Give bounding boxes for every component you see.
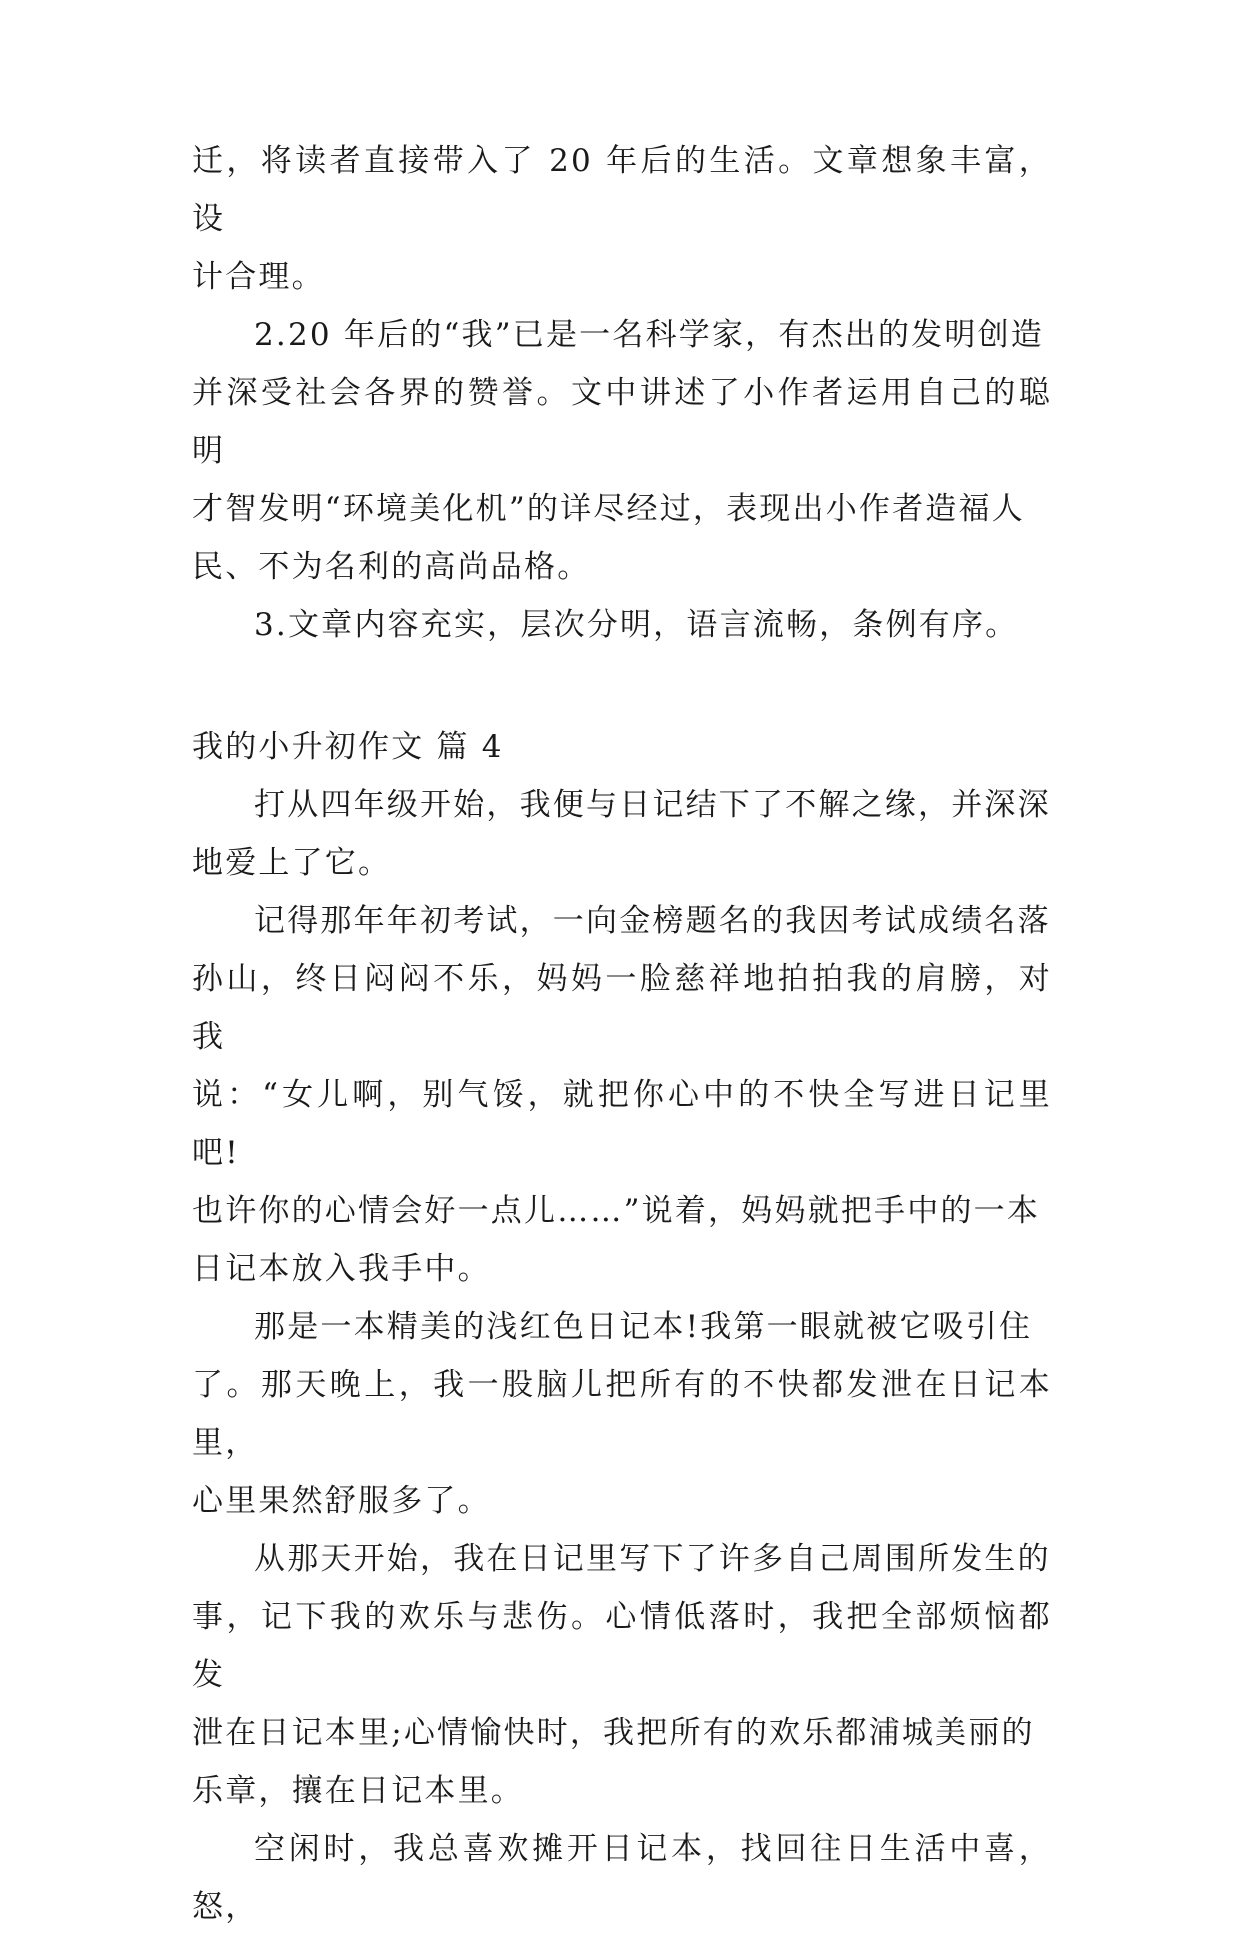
- text-line: 2.20 年后的“我”已是一名科学家，有杰出的发明创造: [254, 317, 1044, 353]
- paragraph-writing: [192, 1530, 1052, 1820]
- text-line: 并深受社会各界的赞誉。文中讲述了小作者运用自己的聪明: [192, 375, 1052, 469]
- text-line: 从那天开始，我在日记里写下了许多自己周围所发生的: [254, 1541, 1051, 1577]
- text-line: 地爱上了它。: [192, 845, 392, 881]
- paragraph-continued: [192, 132, 1052, 306]
- document-page: [192, 132, 1052, 1936]
- text-line: 泄在日记本里;心情愉快时，我把所有的欢乐都浦城美丽的: [192, 1715, 1035, 1751]
- text-line: 说：“女儿啊，别气馁，就把你心中的不快全写进日记里吧!: [192, 1077, 1052, 1171]
- text-line: 也许你的心情会好一点儿……”说着，妈妈就把手中的一本: [192, 1193, 1041, 1229]
- paragraph-diary-intro: [192, 776, 1052, 892]
- text-line: 孙山，终日闷闷不乐，妈妈一脸慈祥地拍拍我的肩膀，对我: [192, 961, 1052, 1055]
- text-line: 3.文章内容充实，层次分明，语言流畅，条例有序。: [254, 607, 1019, 643]
- text-line: 计合理。: [192, 259, 325, 295]
- text-line: 才智发明“环境美化机”的详尽经过，表现出小作者造福人: [192, 491, 1025, 527]
- text-line: 乐章，攘在日记本里。: [192, 1773, 524, 1809]
- text-line: 打从四年级开始，我便与日记结下了不解之缘，并深深: [254, 787, 1051, 823]
- paragraph-point-3: [192, 596, 1052, 654]
- text-line: 那是一本精美的浅红色日记本!我第一眼就被它吸引住: [254, 1309, 1033, 1345]
- text-line: 民、不为名利的高尚品格。: [192, 549, 591, 585]
- text-line: 记得那年年初考试，一向金榜题名的我因考试成绩名落: [254, 903, 1051, 939]
- text-line: 日记本放入我手中。: [192, 1251, 491, 1287]
- section-title: 我的小升初作文 篇 4: [192, 729, 504, 765]
- text-line: 空闲时，我总喜欢摊开日记本，找回往日生活中喜，怒，: [192, 1831, 1052, 1925]
- text-line: 迁，将读者直接带入了 20 年后的生活。文章想象丰富，设: [192, 143, 1052, 237]
- paragraph-exam: [192, 892, 1052, 1298]
- paragraph-point-2: [192, 306, 1052, 596]
- text-line: 心里果然舒服多了。: [192, 1483, 491, 1519]
- text-line: 事，记下我的欢乐与悲伤。心情低落时，我把全部烦恼都发: [192, 1599, 1052, 1693]
- text-line: 了。那天晚上，我一股脑儿把所有的不快都发泄在日记本里，: [192, 1367, 1052, 1461]
- paragraph-notebook: [192, 1298, 1052, 1530]
- paragraph-leisure: [192, 1820, 1052, 1936]
